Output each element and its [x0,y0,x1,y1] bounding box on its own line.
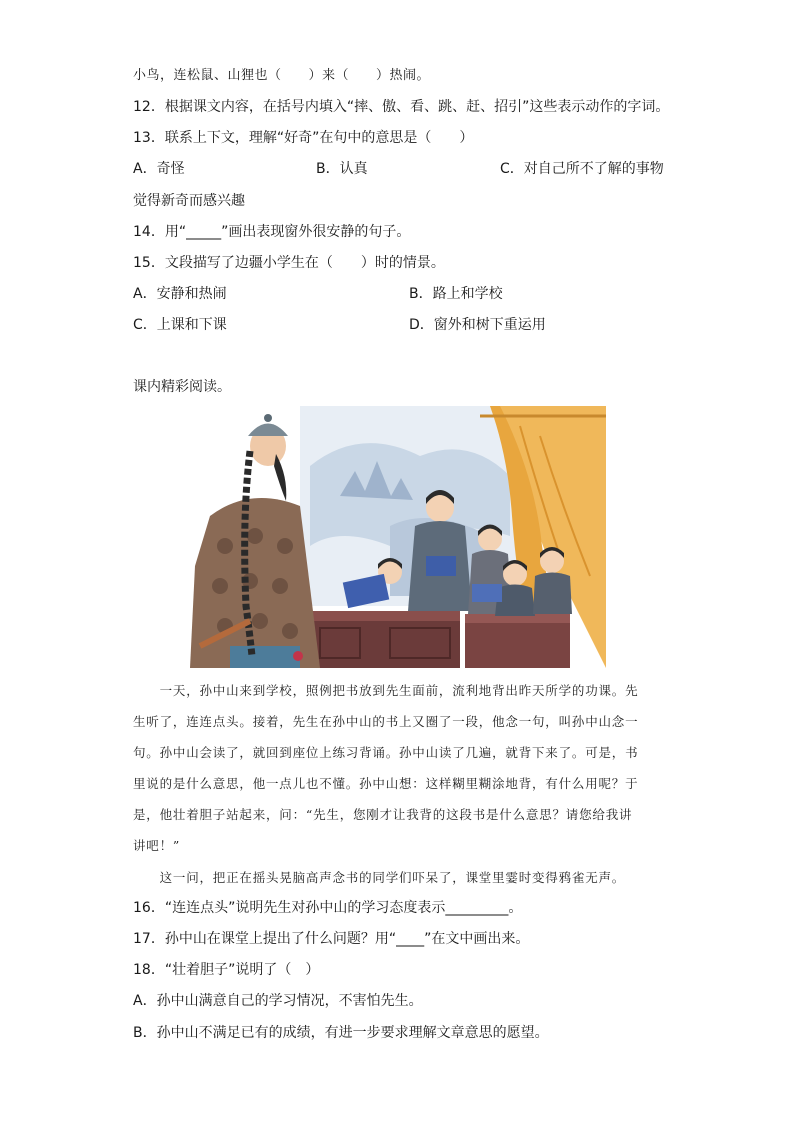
passage-line: 一天，孙中山来到学校，照例把书放到先生面前，流利地背出昨天所学的功课。先 [133,683,639,698]
question-12: 12．根据课文内容，在括号内填入“摔、傲、看、跳、赶、招引”这些表示动作的字词。 [133,99,670,115]
question-17: 17．孙中山在课堂上提出了什么问题？用“____”在文中画出来。 [133,931,530,947]
passage-line: 里说的是什么意思，他一点儿也不懂。孙中山想：这样糊里糊涂地背，有什么用呢？于 [133,776,639,791]
question-15: 15．文段描写了边疆小学生在（ ）时的情景。 [133,255,445,271]
question-16: 16．“连连点头”说明先生对孙中山的学习态度表示_________。 [133,900,523,916]
option-13-a: A．奇怪 [133,161,185,177]
option-15-a: A．安静和热闹 [133,286,227,302]
passage-line: 句。孙中山会读了，就回到座位上练习背诵。孙中山读了几遍，就背下来了。可是，书 [133,745,639,760]
option-15-c: C．上课和下课 [133,317,227,333]
reading-passage [133,675,663,861]
reading-passage-2 [133,862,663,893]
option-15-b: B．路上和学校 [409,286,503,302]
classroom-illustration [190,406,606,668]
option-13-c: C．对自己所不了解的事物 [500,161,664,177]
passage-line: 是，他壮着胆子站起来，问：“先生，您刚才让我背的这段书是什么意思？请您给我讲 [133,807,633,822]
passage-line: 讲吧！” [133,838,181,853]
passage-line: 生听了，连连点头。接着，先生在孙中山的书上又圈了一段，他念一句，叫孙中山念一 [133,714,639,729]
passage-line: 这一问，把正在摇头晃脑高声念书的同学们吓呆了，课堂里霎时变得鸦雀无声。 [133,870,626,885]
classroom-illustration-art [190,406,606,668]
section-heading: 课内精彩阅读。 [133,379,231,395]
question-14: 14．用“_____”画出表现窗外很安静的句子。 [133,224,411,240]
option-13-b: B．认真 [316,161,368,177]
passage-fragment: 小鸟，连松鼠、山狸也（ ）来（ ）热闹。 [133,68,431,83]
option-13-c-continued: 觉得新奇而感兴趣 [133,193,245,209]
question-18: 18．“壮着胆子”说明了（ ） [133,962,320,978]
question-13: 13．联系上下文，理解“好奇”在句中的意思是（ ） [133,130,474,146]
option-15-d: D．窗外和树下重运用 [409,317,546,333]
option-18-b: B．孙中山不满足已有的成绩，有进一步要求理解文章意思的愿望。 [133,1025,549,1041]
option-18-a: A．孙中山满意自己的学习情况，不害怕先生。 [133,993,423,1009]
